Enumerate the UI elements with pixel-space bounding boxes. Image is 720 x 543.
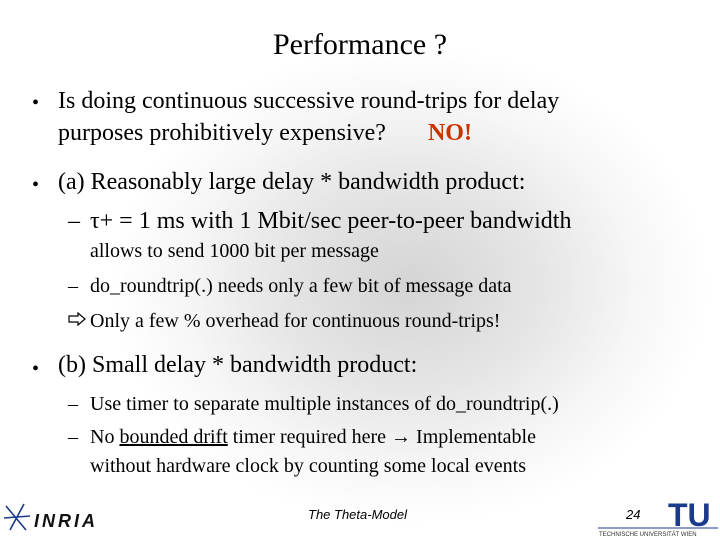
dash-icon: – <box>68 275 78 297</box>
no-answer: NO! <box>427 120 472 146</box>
slide-title: Performance ? <box>272 28 448 61</box>
bullet-2-sub-1-line-2: allows to send 1000 bit per message <box>90 240 379 262</box>
tu-wien-logo <box>596 496 720 543</box>
bullet-1-text: purposes prohibitively expensive? <box>58 120 386 146</box>
footer-title: The Theta-Model <box>308 507 407 522</box>
bullet-2: (a) Reasonably large delay * bandwidth product: <box>58 169 526 195</box>
dash-icon: – <box>68 208 80 234</box>
bullet-3-sub-2-line-2: without hardware clock by counting some local events <box>90 455 526 477</box>
inria-logo-text: INRIA <box>34 511 98 531</box>
bullet-2-sub-1-line-1: τ+ = 1 ms with 1 Mbit/sec peer-to-peer bandwidth <box>90 208 572 234</box>
bullet-1-line-2 <box>58 120 472 147</box>
bullet-dot-icon: • <box>32 92 40 114</box>
bullet-2-sub-2: do_roundtrip(.) needs only a few bit of message data <box>90 275 512 297</box>
dash-icon: – <box>68 393 78 415</box>
bounded-drift-text: bounded drift <box>119 426 228 448</box>
bullet-dot-icon: • <box>32 174 40 196</box>
tu-logo-text: TU <box>668 497 711 533</box>
bullet-3-sub-2-after-arrow: Implementable <box>416 426 536 448</box>
bullet-3: (b) Small delay * bandwidth product: <box>58 352 418 378</box>
bullet-2-sub-3: Only a few % overhead for continuous round-trips! <box>90 310 501 332</box>
bullet-3-sub-2-line-1 <box>90 426 536 449</box>
bullet-3-sub-2-post: timer required here <box>232 426 387 448</box>
tu-logo-caption: TECHNISCHE UNIVERSITÄT WIEN <box>599 532 697 538</box>
implies-arrow-icon <box>68 312 86 331</box>
bullet-1-line-1: Is doing continuous successive round-trips for delay <box>58 88 560 114</box>
dash-icon: – <box>68 426 78 448</box>
inria-logo <box>2 500 114 541</box>
right-arrow-icon: → <box>391 426 412 448</box>
bullet-3-sub-2-pre: No <box>90 426 115 448</box>
bullet-dot-icon: • <box>32 358 40 380</box>
bullet-3-sub-1: Use timer to separate multiple instances of do_roundtrip(.) <box>90 393 559 415</box>
page-number: 24 <box>626 507 641 522</box>
